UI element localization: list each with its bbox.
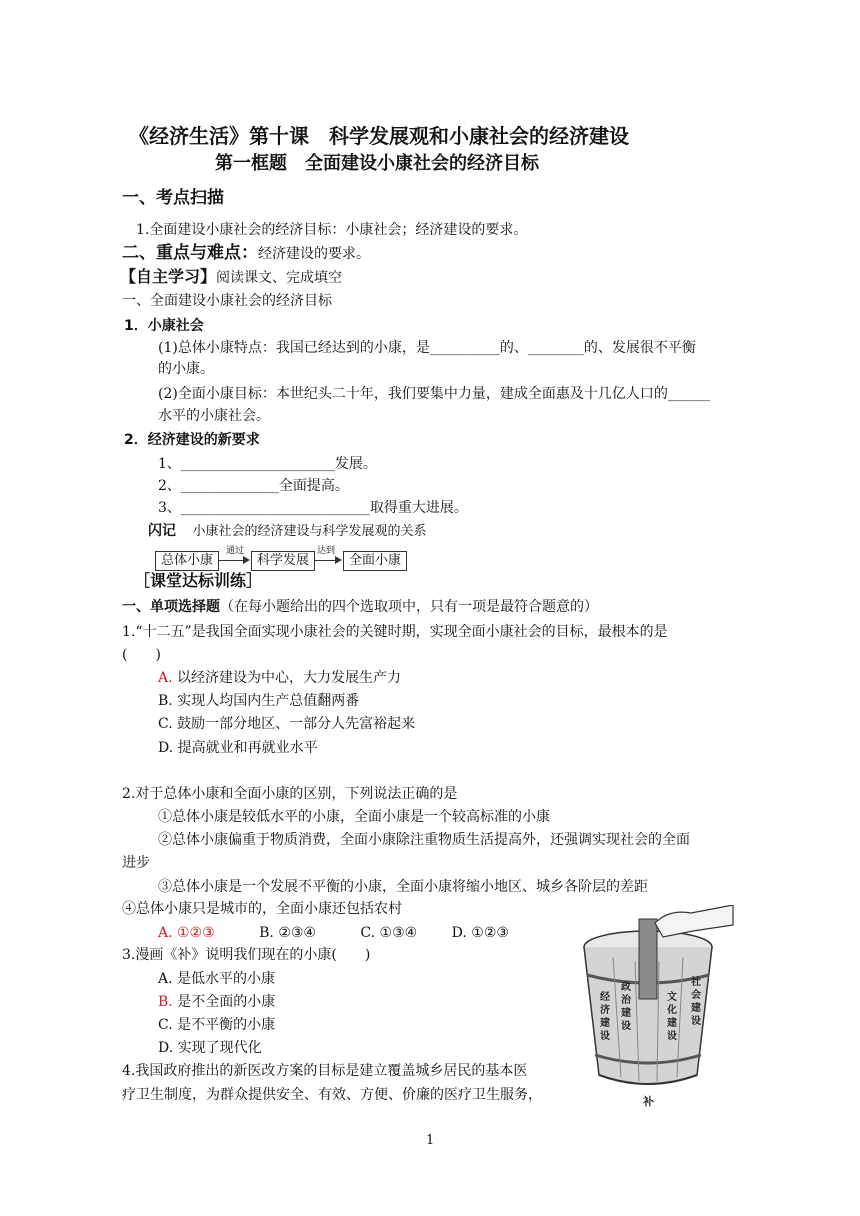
flow-box-quanmian: 全面小康 — [343, 551, 407, 571]
q1-option-letter: A. — [158, 670, 173, 686]
q1-stem-line1: 1.“十二五”是我国全面实现小康社会的关键时期，实现全面小康社会的目标，最根本的是 — [122, 624, 668, 640]
q2-statement-3: ③总体小康是一个发展不平衡的小康，全面小康将缩小地区、城乡各阶层的差距 — [158, 879, 648, 895]
q3-option-letter: D. — [158, 1040, 174, 1056]
hand-icon — [655, 905, 733, 937]
q2-option-b: B. ②③④ — [259, 925, 316, 941]
q4-stem-line2: 疗卫生制度，为群众提供安全、有效、方便、价廉的医疗卫生服务， — [122, 1087, 542, 1103]
q2-option-c: C. ①③④ — [360, 925, 418, 941]
zhongdian-text: 经济建设的要求。 — [258, 246, 370, 262]
stave-label-wenhua: 文化建设 — [667, 992, 677, 1042]
page-number: 1 — [426, 1133, 435, 1148]
flow-arrow-label-dadao: 达到 — [317, 546, 336, 556]
q1-option-text: 以经济建设为中心，大力发展生产力 — [177, 670, 402, 686]
q2-options-row — [158, 925, 509, 942]
practice-part-note: （在每小题给出的四个选取项中，只有一项是最符合题意的） — [220, 599, 598, 615]
flash-label: 闪记 — [148, 523, 176, 539]
study-part-title: 一、全面建设小康社会的经济目标 — [122, 293, 332, 309]
cartoon-bu — [573, 905, 738, 1110]
q1-option-c — [158, 716, 415, 733]
q1-option-b — [158, 693, 359, 710]
q3-option-c — [158, 1017, 275, 1034]
item2-title: 2．经济建设的新要求 — [124, 432, 260, 448]
flash-row — [148, 523, 426, 540]
flash-text: 小康社会的经济建设与科学发展观的关系 — [192, 524, 427, 539]
requirement-2: 2、______________全面提高。 — [158, 478, 349, 494]
q1-option-letter: C. — [158, 716, 173, 732]
q3-option-text: 是不平衡的小康 — [177, 1017, 276, 1033]
stave-label-zhengzhi: 政治建设 — [621, 982, 631, 1032]
flow-box-zongti: 总体小康 — [155, 551, 219, 571]
q1-option-text: 提高就业和再就业水平 — [177, 740, 318, 756]
stave-label-shehui: 社会建设 — [691, 977, 701, 1027]
q3-option-d — [158, 1040, 262, 1057]
study-instruction: 阅读课文、完成填空 — [216, 270, 343, 286]
kaodian-line: 1.全面建设小康社会的经济目标：小康社会；经济建设的要求。 — [136, 222, 528, 238]
q3-option-letter: A. — [158, 971, 173, 987]
q2-statement-4: ④总体小康只是城市的，全面小康还包括农村 — [122, 901, 402, 917]
q3-stem: 3.漫画《补》说明我们现在的小康( ) — [122, 947, 371, 963]
q1-option-letter: B. — [158, 693, 173, 709]
practice-part-title: 一、单项选择题 — [122, 599, 220, 615]
requirement-1: 1、______________________发展。 — [158, 456, 377, 472]
q3-option-b — [158, 994, 275, 1011]
item1-title: 1．小康社会 — [124, 318, 204, 334]
item1-a-line2: 的小康。 — [158, 361, 214, 377]
item1-b-line1: (2)全面小康目标：本世纪头二十年，我们要集中力量，建成全面惠及十几亿人口的______ — [158, 386, 710, 402]
flow-arrow-1-head — [243, 556, 250, 564]
q1-stem-line2: ( ) — [122, 647, 161, 663]
q3-option-letter: C. — [158, 1017, 173, 1033]
q1-option-letter: D. — [158, 740, 174, 756]
doc-title: 《经济生活》第十课 科学发展观和小康社会的经济建设 — [129, 124, 629, 148]
q2-statement-2b: 进步 — [122, 855, 150, 871]
q3-option-a — [158, 971, 275, 988]
section-heading-kaodian: 一、考点扫描 — [122, 188, 224, 208]
missing-stave-board — [639, 919, 657, 999]
study-heading: 【自主学习】 — [120, 267, 217, 286]
doc-subtitle: 第一框题 全面建设小康社会的经济目标 — [215, 153, 539, 174]
item1-b-line2: 水平的小康社会。 — [158, 408, 270, 424]
q3-option-text: 是不全面的小康 — [177, 994, 276, 1010]
q1-option-d — [158, 740, 318, 757]
section-zhongdian — [122, 243, 370, 263]
cartoon-caption: 补 — [643, 1095, 654, 1108]
study-heading-row — [120, 267, 342, 287]
q3-option-letter: B. — [158, 994, 173, 1010]
flow-arrow-1 — [218, 560, 244, 561]
q3-option-text: 是低水平的小康 — [177, 971, 276, 987]
flow-arrow-2-head — [335, 556, 342, 564]
practice-heading: ［课堂达标训练］ — [134, 571, 263, 590]
q3-option-text: 实现了现代化 — [177, 1040, 262, 1056]
q1-option-text: 鼓励一部分地区、一部分人先富裕起来 — [177, 716, 416, 732]
stave-label-jingji: 经济建设 — [600, 992, 610, 1042]
q2-statement-1: ①总体小康是较低水平的小康，全面小康是一个较高标准的小康 — [158, 809, 550, 825]
q2-option-d: D. ①②③ — [451, 925, 509, 941]
q2-statement-2a: ②总体小康偏重于物质消费，全面小康除注重物质生活提高外，还强调实现社会的全面 — [158, 832, 690, 848]
q1-option-a — [158, 670, 401, 687]
q2-option-a: A. ①②③ — [158, 925, 215, 941]
requirement-3: 3、___________________________取得重大进展。 — [158, 500, 468, 516]
q1-option-text: 实现人均国内生产总值翻两番 — [177, 693, 360, 709]
flow-box-kexue: 科学发展 — [251, 551, 315, 571]
q2-stem: 2.对于总体小康和全面小康的区别，下列说法正确的是 — [122, 786, 458, 802]
item1-a-line1: (1)总体小康特点：我国已经达到的小康，是__________的、________的、发展很不平衡 — [158, 340, 696, 356]
flow-arrow-2 — [314, 560, 336, 561]
flow-arrow-label-tongguo: 通过 — [226, 546, 245, 556]
q4-stem-line1: 4.我国政府推出的新医改方案的目标是建立覆盖城乡居民的基本医 — [122, 1063, 528, 1079]
practice-part-row — [122, 599, 598, 616]
section-heading-zhongdian: 二、重点与难点： — [122, 243, 258, 263]
